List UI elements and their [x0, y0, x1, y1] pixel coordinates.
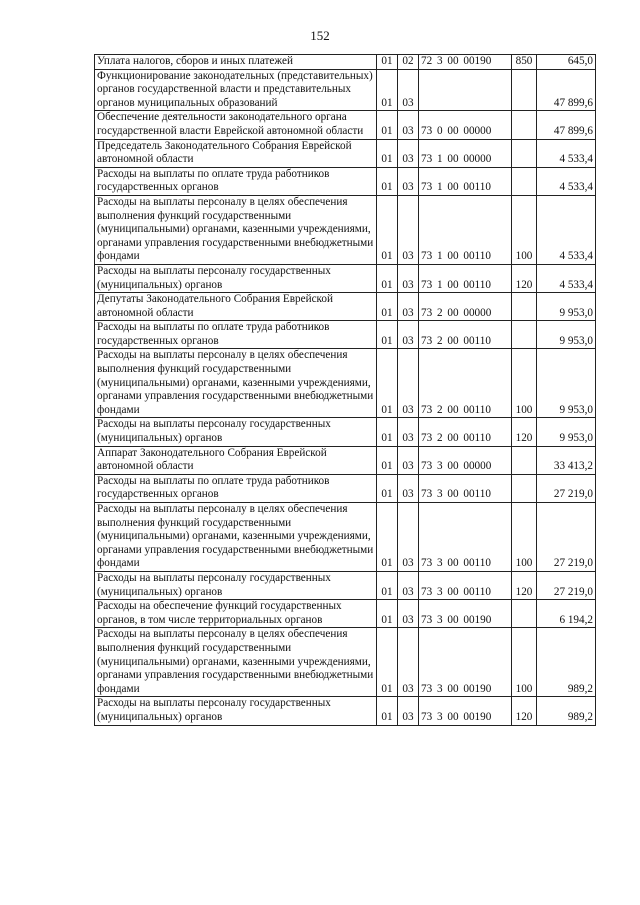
- table-row: [95, 321, 596, 349]
- table-row: [95, 264, 596, 292]
- table-row: [95, 446, 596, 474]
- row-subsection-cell: 03: [398, 628, 419, 697]
- row-expense-type-cell: 120: [512, 418, 537, 446]
- row-subsection-cell: 03: [398, 446, 419, 474]
- row-subsection-cell: 03: [398, 418, 419, 446]
- row-target-article-cell: 73 0 00 00000: [419, 111, 512, 139]
- row-target-article-cell: 73 3 00 00000: [419, 446, 512, 474]
- row-sum-cell: 6 194,2: [537, 600, 596, 628]
- row-name-cell: Расходы на выплаты по оплате труда работников государственных органов: [95, 167, 377, 195]
- row-target-article-cell: 72 3 00 00190: [419, 55, 512, 70]
- table-row: [95, 503, 596, 572]
- row-expense-type-cell: [512, 600, 537, 628]
- row-section-cell: 01: [377, 600, 398, 628]
- table-row: [95, 69, 596, 111]
- row-expense-type-cell: [512, 321, 537, 349]
- row-sum-cell: 9 953,0: [537, 349, 596, 418]
- table-row: [95, 167, 596, 195]
- row-sum-cell: 4 533,4: [537, 195, 596, 264]
- row-expense-type-cell: [512, 139, 537, 167]
- table-row: [95, 139, 596, 167]
- row-expense-type-cell: [512, 69, 537, 111]
- row-section-cell: 01: [377, 321, 398, 349]
- table-row: [95, 418, 596, 446]
- row-target-article-cell: 73 1 00 00000: [419, 139, 512, 167]
- table-row: [95, 195, 596, 264]
- row-expense-type-cell: 120: [512, 571, 537, 599]
- table-row: [95, 474, 596, 502]
- budget-table: [94, 54, 596, 726]
- row-name-cell: Аппарат Законодательного Собрания Еврейской автономной области: [95, 446, 377, 474]
- row-expense-type-cell: [512, 167, 537, 195]
- row-section-cell: 01: [377, 503, 398, 572]
- row-name-cell: Расходы на выплаты персоналу в целях обеспечения выполнения функций государственными (муниципальными) органами, казенными учреждениями, органами управления государственными внебюджетными фондами: [95, 503, 377, 572]
- table-row: [95, 600, 596, 628]
- table-row: [95, 697, 596, 725]
- row-name-cell: Расходы на выплаты персоналу государственных (муниципальных) органов: [95, 264, 377, 292]
- row-section-cell: 01: [377, 474, 398, 502]
- row-sum-cell: 9 953,0: [537, 418, 596, 446]
- row-section-cell: 01: [377, 55, 398, 70]
- row-section-cell: 01: [377, 418, 398, 446]
- row-sum-cell: 27 219,0: [537, 503, 596, 572]
- row-section-cell: 01: [377, 628, 398, 697]
- row-sum-cell: 47 899,6: [537, 111, 596, 139]
- table-row: [95, 571, 596, 599]
- row-expense-type-cell: 120: [512, 264, 537, 292]
- row-target-article-cell: 73 3 00 00110: [419, 474, 512, 502]
- row-expense-type-cell: [512, 446, 537, 474]
- row-section-cell: 01: [377, 571, 398, 599]
- row-sum-cell: 4 533,4: [537, 264, 596, 292]
- row-sum-cell: 4 533,4: [537, 139, 596, 167]
- row-name-cell: Депутаты Законодательного Собрания Еврейской автономной области: [95, 293, 377, 321]
- row-expense-type-cell: [512, 111, 537, 139]
- row-expense-type-cell: [512, 293, 537, 321]
- row-target-article-cell: 73 2 00 00110: [419, 418, 512, 446]
- row-section-cell: 01: [377, 195, 398, 264]
- row-name-cell: Уплата налогов, сборов и иных платежей: [95, 55, 377, 70]
- row-subsection-cell: 03: [398, 349, 419, 418]
- table-row: [95, 111, 596, 139]
- row-expense-type-cell: 850: [512, 55, 537, 70]
- row-name-cell: Расходы на выплаты персоналу государственных (муниципальных) органов: [95, 697, 377, 725]
- row-section-cell: 01: [377, 167, 398, 195]
- row-sum-cell: 33 413,2: [537, 446, 596, 474]
- row-subsection-cell: 03: [398, 697, 419, 725]
- row-target-article-cell: 73 2 00 00110: [419, 321, 512, 349]
- row-name-cell: Расходы на выплаты персоналу в целях обеспечения выполнения функций государственными (муниципальными) органами, казенными учреждениями, органами управления государственными внебюджетными фондами: [95, 628, 377, 697]
- row-section-cell: 01: [377, 293, 398, 321]
- row-name-cell: Расходы на выплаты по оплате труда работников государственных органов: [95, 321, 377, 349]
- row-name-cell: Расходы на выплаты персоналу в целях обеспечения выполнения функций государственными (муниципальными) органами, казенными учреждениями, органами управления государственными внебюджетными фондами: [95, 195, 377, 264]
- row-section-cell: 01: [377, 69, 398, 111]
- row-subsection-cell: 03: [398, 195, 419, 264]
- row-sum-cell: 27 219,0: [537, 571, 596, 599]
- row-sum-cell: 4 533,4: [537, 167, 596, 195]
- row-name-cell: Расходы на выплаты персоналу государственных (муниципальных) органов: [95, 571, 377, 599]
- row-sum-cell: 47 899,6: [537, 69, 596, 111]
- row-subsection-cell: 03: [398, 111, 419, 139]
- row-subsection-cell: 03: [398, 600, 419, 628]
- row-subsection-cell: 03: [398, 474, 419, 502]
- row-target-article-cell: 73 2 00 00110: [419, 349, 512, 418]
- row-expense-type-cell: 120: [512, 697, 537, 725]
- row-name-cell: Расходы на выплаты персоналу в целях обеспечения выполнения функций государственными (муниципальными) органами, казенными учреждениями, органами управления государственными внебюджетными фондами: [95, 349, 377, 418]
- row-target-article-cell: 73 3 00 00110: [419, 571, 512, 599]
- row-sum-cell: 989,2: [537, 628, 596, 697]
- row-target-article-cell: [419, 69, 512, 111]
- row-section-cell: 01: [377, 349, 398, 418]
- row-subsection-cell: 03: [398, 503, 419, 572]
- row-expense-type-cell: 100: [512, 503, 537, 572]
- row-sum-cell: 989,2: [537, 697, 596, 725]
- row-sum-cell: 645,0: [537, 55, 596, 70]
- row-target-article-cell: 73 3 00 00190: [419, 697, 512, 725]
- row-target-article-cell: 73 3 00 00110: [419, 503, 512, 572]
- table-row: [95, 293, 596, 321]
- page-number: 152: [310, 28, 330, 43]
- row-name-cell: Председатель Законодательного Собрания Еврейской автономной области: [95, 139, 377, 167]
- row-target-article-cell: 73 1 00 00110: [419, 167, 512, 195]
- row-target-article-cell: 73 1 00 00110: [419, 195, 512, 264]
- row-target-article-cell: 73 3 00 00190: [419, 628, 512, 697]
- budget-table-body: [95, 55, 596, 726]
- row-subsection-cell: 02: [398, 55, 419, 70]
- row-sum-cell: 9 953,0: [537, 293, 596, 321]
- row-target-article-cell: 73 3 00 00190: [419, 600, 512, 628]
- row-target-article-cell: 73 1 00 00110: [419, 264, 512, 292]
- table-row: [95, 349, 596, 418]
- row-target-article-cell: 73 2 00 00000: [419, 293, 512, 321]
- row-sum-cell: 9 953,0: [537, 321, 596, 349]
- row-expense-type-cell: 100: [512, 195, 537, 264]
- row-subsection-cell: 03: [398, 264, 419, 292]
- table-row: [95, 628, 596, 697]
- row-subsection-cell: 03: [398, 571, 419, 599]
- row-subsection-cell: 03: [398, 321, 419, 349]
- row-sum-cell: 27 219,0: [537, 474, 596, 502]
- table-row: [95, 55, 596, 70]
- row-subsection-cell: 03: [398, 167, 419, 195]
- row-name-cell: Обеспечение деятельности законодательного органа государственной власти Еврейской автономной области: [95, 111, 377, 139]
- row-section-cell: 01: [377, 139, 398, 167]
- row-expense-type-cell: 100: [512, 628, 537, 697]
- row-name-cell: Расходы на обеспечение функций государственных органов, в том числе территориальных органов: [95, 600, 377, 628]
- row-section-cell: 01: [377, 111, 398, 139]
- row-name-cell: Расходы на выплаты персоналу государственных (муниципальных) органов: [95, 418, 377, 446]
- row-section-cell: 01: [377, 264, 398, 292]
- row-section-cell: 01: [377, 446, 398, 474]
- row-section-cell: 01: [377, 697, 398, 725]
- row-subsection-cell: 03: [398, 69, 419, 111]
- row-subsection-cell: 03: [398, 139, 419, 167]
- row-expense-type-cell: [512, 474, 537, 502]
- row-expense-type-cell: 100: [512, 349, 537, 418]
- row-subsection-cell: 03: [398, 293, 419, 321]
- row-name-cell: Расходы на выплаты по оплате труда работников государственных органов: [95, 474, 377, 502]
- row-name-cell: Функционирование законодательных (представительных) органов государственной власти и представительных органов муниципальных образований: [95, 69, 377, 111]
